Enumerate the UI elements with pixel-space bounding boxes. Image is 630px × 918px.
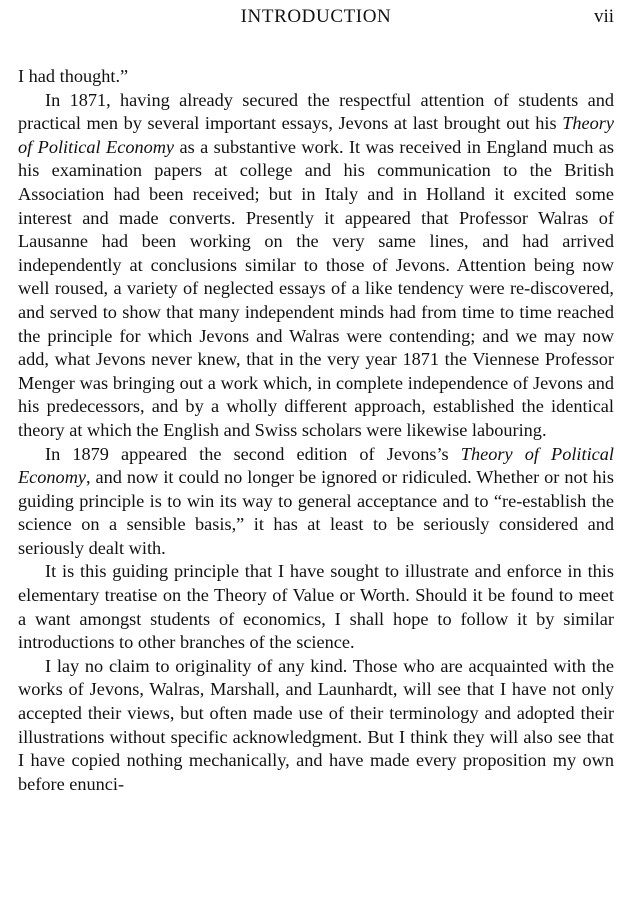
paragraph-text: I lay no claim to originality of any kind. Those who are acquainted with the works of Jevons, Walras, Marshall, and Launhardt, will see that I have not only accepted their views, but often made use of their terminology and adopted their illustrations without specific acknowledgment. But I think they will also see that I have copied nothing mechanically, and have made every proposition my own before enunci- (18, 655, 614, 794)
paragraph-text: It is this guiding principle that I have sought to illustrate and enforce in this elementary treatise on the Theory of Value or Worth. Should it be found to meet a want amongst students of economics, I shall hope to follow it by similar introductions to other branches of the science. (18, 561, 614, 653)
running-title: INTRODUCTION (240, 6, 392, 27)
paragraph-text: In 1879 appeared the second edition of Jevons’s (45, 443, 461, 464)
paragraph-continuation (18, 65, 614, 89)
book-title-italic: Theory of Political Economy (18, 443, 614, 488)
paragraph-text: I had thought.” (18, 66, 129, 86)
book-title-italic: Theory of Political Economy (18, 113, 614, 157)
running-header (18, 6, 614, 30)
paragraph-text: as a substantive work. It was received in England much as his examination papers at college and his communication to the British Association had been received; but in Italy and in Holland it excited some interest and made converts. Presently it appeared that Professor Walras of Lausanne had been working on the very same lines, and had arrived independently at conclusions similar to those of Jevons. Attention being now well roused, a variety of neglected essays of a like tendency were re-discovered, and served to show that many independent minds had from time to time reached the principle for which Jevons and Walras were contending; and we may now add, what Jevons never knew, that in the very year 1871 the Viennese Professor Menger was bringing out a work which, in complete independence of Jevons and his predecessors, and by a wholly different approach, established the identical theory at which the English and Swiss scholars were likewise labouring. (18, 136, 614, 440)
paragraph-second-edition (18, 443, 614, 561)
paragraph-originality (18, 655, 614, 797)
page-number: vii (593, 6, 614, 27)
paragraph-text: , and now it could no longer be ignored or ridiculed. Whether or not his guiding principle is to win its way to general acceptance and to “re-establish the science on a sensible basis,” it has at least to be seriously considered and seriously dealt with. (18, 467, 614, 558)
paragraph-guiding-principle (18, 560, 614, 654)
body-text (18, 65, 614, 796)
paragraph-text: In 1871, having already secured the respectful attention of students and practical men by several important essays, Jevons at last brought out his (18, 89, 614, 134)
paragraph-jevons-1871 (18, 89, 614, 443)
